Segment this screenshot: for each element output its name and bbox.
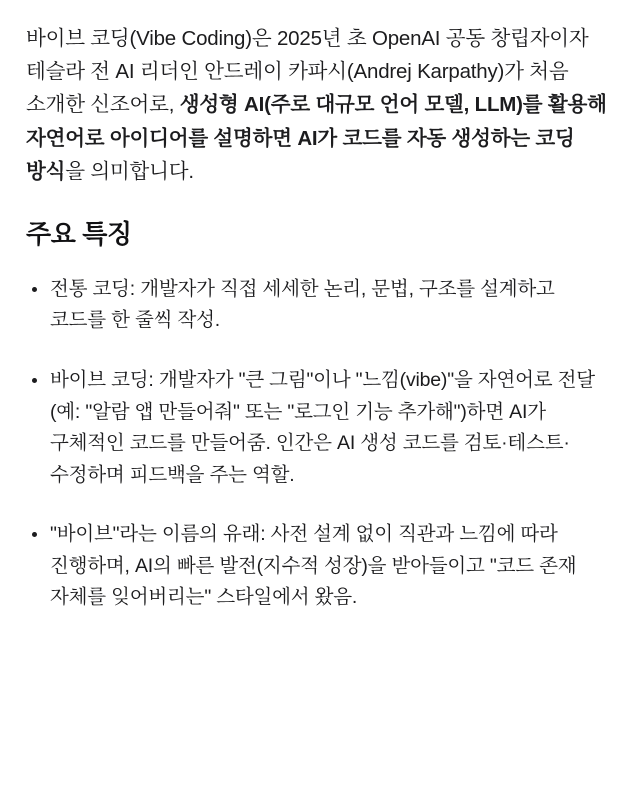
- list-item-label: "바이브"라는 이름의 유래: 사전 설계 없이 직관과 느낌에 따라 진행하며, AI의 빠른 발전(지수적 성장)을 받아들이고 "코드 존재 자체를 잊어버리는" 스타일에서 왔음.: [50, 523, 577, 609]
- list-item-label: 바이브 코딩: 개발자가 "큰 그림"이나 "느낌(vibe)"을 자연어로 전달 (예: "알람 앱 만들어줘" 또는 "로그인 기능 추가해")하면 AI가 구체적인 코드를 만들어줌. 인간은 AI 생성 코드를 검토·테스트·수정하며 피드백을 주는 역할.: [50, 368, 595, 486]
- intro-paragraph: [26, 22, 612, 188]
- section-title: 주요 특징: [26, 219, 132, 250]
- intro-text: 바이브 코딩(Vibe Coding)은 2025년 초 OpenAI 공동 창립자이자 테슬라 전 AI 리더인 안드레이 카파시(Andrej Karpathy)가 처음 소개한 신조어로,: [26, 27, 589, 117]
- feature-list: [26, 274, 612, 614]
- list-item: [26, 519, 612, 614]
- list-item: [26, 365, 612, 491]
- list-item: [26, 274, 612, 337]
- list-item-label: 전통 코딩: 개발자가 직접 세세한 논리, 문법, 구조를 설계하고 코드를 한 줄씩 작성.: [50, 277, 555, 332]
- intro-text: 을 의미합니다.: [65, 159, 194, 183]
- intro-emphasis: 생성형 AI(주로 대규모 언어 모델, LLM)를 활용해 자연어로 아이디어를 설명하면 AI가 코드를 자동 생성하는 코딩 방식: [26, 93, 607, 183]
